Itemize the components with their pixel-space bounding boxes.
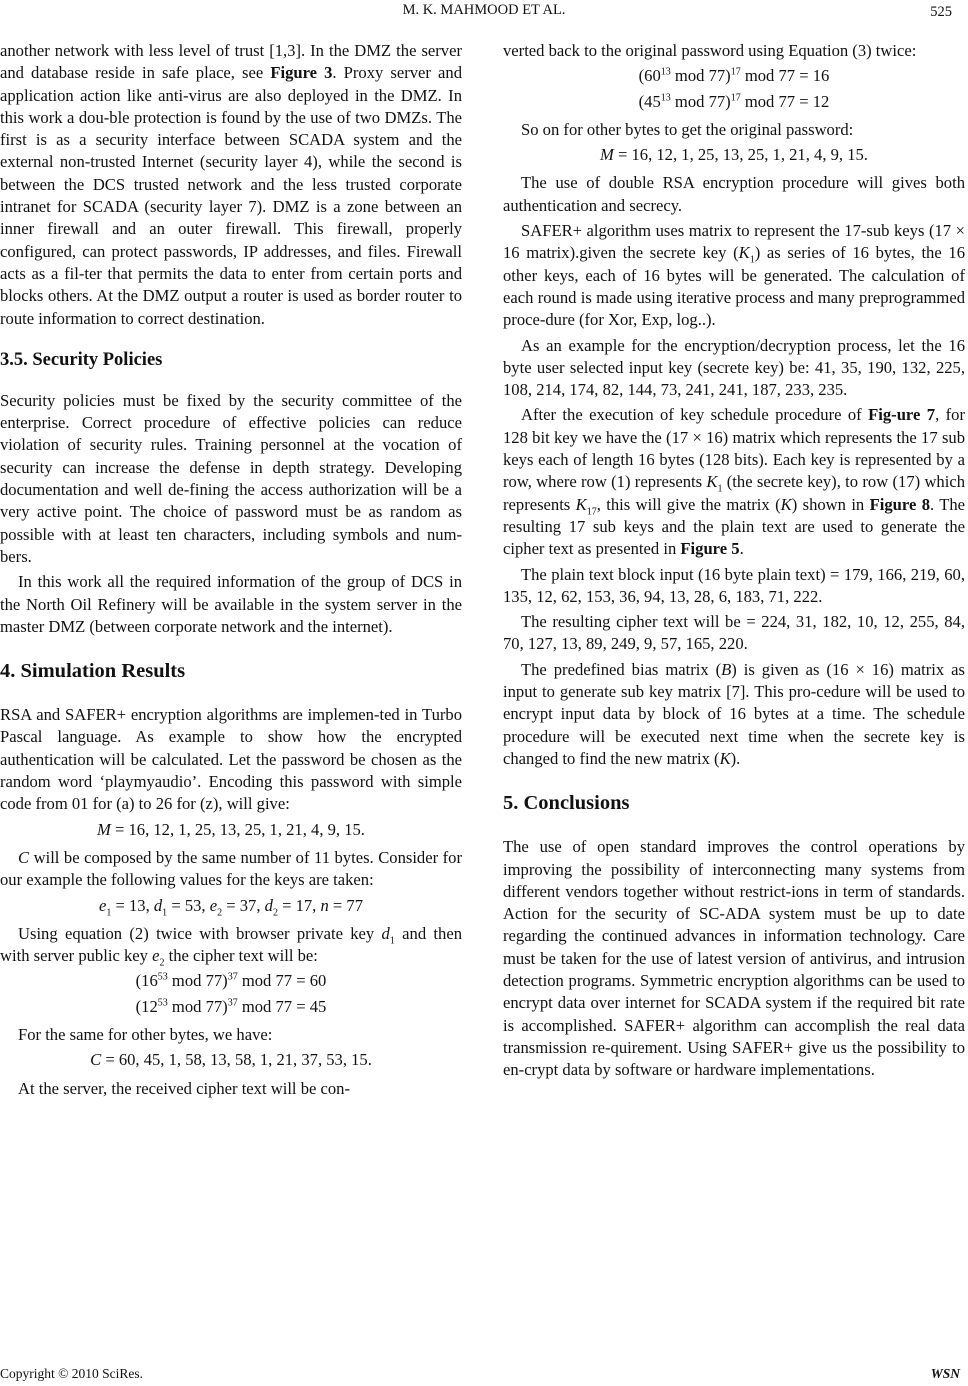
equation-cipher-45: ($12^{53}$ mod 77)$^{37}$ mod 77 = 45 bbox=[135, 996, 327, 1016]
heading-simulation-results: 4. Simulation Results bbox=[0, 660, 186, 683]
equation-m-recovered: M = 16, 12, 1, 25, 13, 25, 1, 21, 4, 9, 15. bbox=[600, 145, 868, 165]
figure-7-reference[interactable]: Fig-ure 7 bbox=[868, 405, 936, 425]
equation-cipher-60: ($16^{53}$ mod 77)$^{37}$ mod 77 = 60 bbox=[135, 971, 327, 991]
paragraph-conclusions: The use of open standard improves the control operations by improving the possibility of interconnecting many systems from different vendors together without restrict-ions in term of standards. Action for the security of SC-ADA system must be up to date regarding the continued advances in information technology. Care must be taken for the use of latest version of antivirus, and intrusion detection programs. Symmetric encryption algorithms can be used to encrypt data over internet for SCADA system if the required bit rate is accomplished. SAFER+ algorithm can accomplish the real data transmission re-quirement. Using SAFER+ give us the possibility to en-crypt data by software or hardware implementations. bbox=[503, 837, 965, 1080]
journal-abbreviation: WSN bbox=[930, 1366, 960, 1381]
paragraph-rsa-safer: RSA and SAFER+ encryption algorithms are implemen-ted in Turbo Pascal language. As example to show how the encrypted authentication will be calculated. Let the password be chosen as the random word ‘playmyaudio’. Encoding this password with simple code from 01 for (a) to 26 for (z), will give: bbox=[0, 705, 462, 814]
copyright-notice: Copyright © 2010 SciRes. bbox=[0, 1366, 144, 1381]
paragraph-dcs-info: In this work all the required information of the group of DCS in the North Oil Refinery will be available in the system server in the master DMZ (between corporate network and the internet). bbox=[0, 572, 462, 636]
paragraph-cipher-result: The resulting cipher text will be = 224, 31, 182, 10, 12, 255, 84, 70, 127, 13, 89, 249, 9, 57, 165, 220. bbox=[503, 612, 965, 654]
equation-decrypt-12: ($45^{13}$ mod 77)$^{17}$ mod 77 = 12 bbox=[638, 91, 830, 111]
paragraph-other-bytes: For the same for other bytes, we have: bbox=[18, 1024, 273, 1044]
paragraph-bias-matrix: The predefined bias matrix (B) is given as (16 × 16) matrix as input to generate sub key matrix [7]. This pro-cedure will be used to encrypt input data by block of 16 bytes at a time. The schedule procedure will be executed next time when the secrete key is changed to find the new matrix (K). bbox=[503, 659, 965, 768]
paragraph-double-rsa: The use of double RSA encryption procedure will gives both authentication and secrecy. bbox=[503, 173, 965, 215]
figure-8-reference[interactable]: Figure 8 bbox=[869, 494, 930, 514]
equation-m-plaintext: M = 16, 12, 1, 25, 13, 25, 1, 21, 4, 9, 15. bbox=[97, 819, 365, 839]
figure-5-reference[interactable]: Figure 5 bbox=[680, 539, 740, 559]
paragraph-c-bytes: C will be composed by the same number of 11 bytes. Consider for our example the following values for the keys are taken: bbox=[0, 847, 462, 890]
heading-security-policies: 3.5. Security Policies bbox=[0, 349, 163, 370]
left-column bbox=[0, 40, 462, 1103]
paragraph-dmz: another network with less level of trust [1,3]. In the DMZ the server and database reside in safe place, see Figure 3. Proxy server and application action like anti-virus are also deployed in the DMZ. In this work a dou-ble protection is found by the use of two DMZs. The first is as a security interface between SCADA system and the external non-trusted Internet (security layer 4), while the second is between the DCS trusted network and the less trusted corporate intranet for SCADA (security layer 7). DMZ is a zone between an inner firewall and an outer firewall. This firewall, properly configured, can protect passwords, IP addresses, and files. Firewall acts as a fil-ter that permits the data to enter from certain ports and blocks others. At the DMZ output a router is used as border router to route information to correct destination. bbox=[0, 41, 462, 328]
paragraph-security-policies: Security policies must be fixed by the security committee of the enterprise. Correct procedure of effective policies can reduce violation of security rules. Training personnel at the vocation of security can increase the defense in depth strategy. Developing documentation and well de-fining the access authorization will be a very active point. The choice of password must be as random as possible with at least ten characters, including symbols and num-bers. bbox=[0, 390, 462, 566]
paragraph-example-key: As an example for the encryption/decryption process, let the 16 byte user selected input key (secrete key) be: 41, 35, 190, 132, 225, 108, 214, 174, 82, 144, 73, 241, 241, 187, 233, 235. bbox=[503, 335, 965, 400]
paragraph-server-received: At the server, the received cipher text will be con- bbox=[18, 1078, 350, 1098]
paragraph-plain-text-block: The plain text block input (16 byte plain text) = 179, 166, 219, 60, 135, 12, 62, 153, 36, 94, 13, 28, 6, 183, 71, 222. bbox=[503, 564, 965, 606]
equation-keys: $e_1 = 13$, $d_1 = 53$, $e_2 = 37$, $d_2 = 17$, n = 77 bbox=[98, 895, 364, 918]
paragraph-so-on: So on for other bytes to get the original password: bbox=[521, 119, 854, 139]
heading-conclusions: 5. Conclusions bbox=[503, 792, 630, 815]
running-head-authors: M. K. MAHMOOD ET AL. bbox=[402, 2, 566, 18]
right-column bbox=[503, 40, 965, 1084]
equation-decrypt-16: ($60^{13}$ mod 77)$^{17}$ mod 77 = 16 bbox=[638, 66, 830, 86]
paragraph-safer-matrix: SAFER+ algorithm uses matrix to represent the 17-sub keys (17 × 16 matrix).given the secrete key $(K_1)$ as series of 16 bytes, the 16 other keys, each of 16 bytes will be generated. The calculation of each round is made using iterative process and many preprogrammed proce-dure (for Xor, Exp, log..). bbox=[503, 221, 965, 330]
page-number: 525 bbox=[930, 4, 952, 20]
figure-3-reference[interactable]: Figure 3 bbox=[270, 63, 333, 83]
paragraph-key-schedule: After the execution of key schedule procedure of Fig-ure 7, for 128 bit key we have the (17 × 16) matrix which represents the 17 sub keys each of length 16 bytes (128 bits). Each key is represented by a row, where row (1) represents $K_1$ (the secrete key), to row (17) which represents $K_{17}$, this will give the matrix (K) shown in Figure 8. The resulting 17 sub keys and the plain text are used to generate the cipher text as presented in Figure 5. bbox=[503, 405, 966, 559]
equation-c-ciphertext: C = 60, 45, 1, 58, 13, 58, 1, 21, 37, 53, 15. bbox=[90, 1050, 372, 1070]
paragraph-converted-back: verted back to the original password using Equation (3) twice: bbox=[503, 41, 917, 60]
page-header bbox=[0, 0, 968, 30]
paragraph-equation-2: Using equation (2) twice with browser private key $d_1$ and then with server public key $e_2$ the cipher text will be: bbox=[0, 923, 462, 969]
